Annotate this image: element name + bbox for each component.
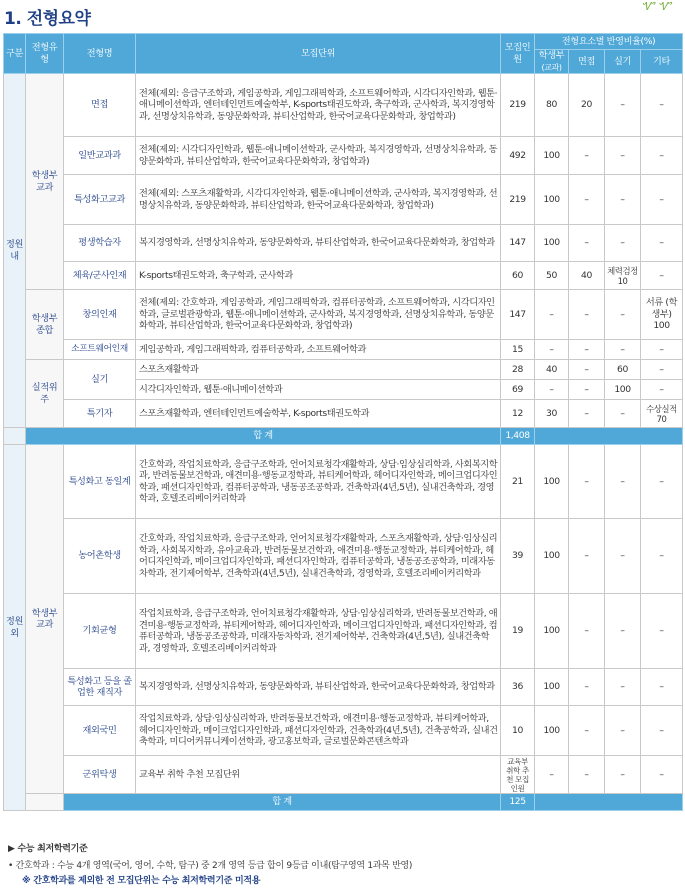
header-name: 전형명 (64, 34, 136, 74)
table-row: 소프트웨어인재 게임공학과, 게임그래픽학과, 컴퓨터공학과, 소프트웨어학과 15 – – – – (4, 340, 683, 360)
total-value: 1,408 (501, 428, 535, 445)
header-record: 학생부 (교과) (535, 50, 569, 74)
group-label: 학생부교과 (26, 74, 64, 290)
group-label: 학생부종합 (26, 290, 64, 360)
total-label: 합 계 (26, 428, 501, 445)
header-other: 기타 (641, 50, 683, 74)
group-label: 학생부교과 (26, 445, 64, 794)
table-row: 정원내 학생부교과 면접 전체(제외: 응급구조학과, 게임공학과, 게임그래픽학과, 소프트웨어학과, 시각디자인학과, 웹툰·애니메이션학과, 엔터테인먼트예술학부, K-sports태권도학과, 축구학과, 군사학과, 복지경영학과, 선명상치유학과, 동양문화학과, 뷰티산업학과, 한국어교육다문화학과, 창업학과) 219 80 20 – – (4, 74, 683, 137)
footer-heading: ▶ 수능 최저학력기준 (8, 844, 88, 854)
table-row: 특기자 스포츠재활학과, 엔터테인먼트예술학부, K-sports태권도학과 12 30 – – 수상실적 70 (4, 400, 683, 428)
decoration-mark: Ꮙ Ꮙ (641, 0, 671, 13)
table-row: 특성화고교과 전체(제외: 스포츠재활학과, 시각디자인학과, 웹툰·애니메이션학과, 군사학과, 복지경영학과, 선명상치유학과, 동양문화학과, 뷰티산업학과, 한국어교육다문화학과, 창업학과) 219 100 – – – (4, 175, 683, 225)
table-row: 실적위주 실기 스포츠재활학과 28 40 – 60 – (4, 360, 683, 380)
section-label: 정원내 (4, 74, 26, 428)
header-gubun: 구분 (4, 34, 26, 74)
total-row (4, 794, 683, 811)
table-row: 군위탁생 교육부 취학 추천 모집단위 교육부 취학 추천 모집인원 – – – – (4, 756, 683, 794)
header-type: 전형유형 (26, 34, 64, 74)
table-row: 평생학습자 복지경영학과, 선명상치유학과, 동양문화학과, 뷰티산업학과, 한국어교육다문화학과, 창업학과 147 100 – – – (4, 225, 683, 262)
group-label: 실적위주 (26, 360, 64, 428)
table-row: 기회균형 작업치료학과, 응급구조학과, 언어치료청각재활학과, 상담·임상심리학과, 반려동물보건학과, 애견미용·행동교정학과, 뷰티케어학과, 헤어디자인학과, 메이크업디자인학과, 패션디자인학과, 컴퓨터공학과, 냉동공조공학과, 미래자동차학과, 전기제어학부, 건축학과(4년,5년), 실내건축학과, 경영학과, 호텔조리베이커리학과 19 100 – – – (4, 594, 683, 669)
header-practical: 실기 (605, 50, 641, 74)
table-row: 농어촌학생 간호학과, 작업치료학과, 응급구조학과, 언어치료청각재활학과, 스포츠재활학과, 상담·임상심리학과, 사회복지학과, 유아교육과, 반려동물보건학과, 애견미용·행동교정학과, 뷰티케어학과, 헤어디자인학과, 메이크업디자인학과, 패션디자인학과, 컴퓨터공학과, 냉동공조공학과, 미래자동차학과, 전기제어학부, 건축학과(4년,5년), 실내건축학과, 경영학과, 호텔조리베이커리학과 39 100 – – – (4, 519, 683, 594)
table-row: 일반교과과 전체(제외: 시각디자인학과, 웹툰·애니메이션학과, 군사학과, 복지경영학과, 선명상치유학과, 동양문화학과, 뷰티산업학과, 한국어교육다문화학과, 창업학과) 492 100 – – – (4, 137, 683, 175)
page-title: 1. 전형요약 (4, 9, 91, 29)
table-row: 시각디자인학과, 웹툰·애니메이션학과 69 – – 100 – (4, 380, 683, 400)
section-label: 정원외 (4, 445, 26, 811)
admission-summary-table (3, 33, 683, 811)
table-row: 재외국민 작업치료학과, 상담·임상심리학과, 반려동물보건학과, 애견미용·행동교정학과, 뷰티케어학과, 헤어디자인학과, 메이크업디자인학과, 패션디자인학과, 건축학과(4년,5년), 건축공학과, 실내건축학과, 미디어커뮤니케이션학과, 광고홍보학과, 글로벌문화콘텐츠학과 10 100 – – – (4, 706, 683, 756)
total-row (4, 428, 683, 445)
header-quota: 모집인원 (501, 34, 535, 74)
header-ratio: 전형요소별 반영비율(%) (535, 34, 683, 50)
header-interview: 면접 (569, 50, 605, 74)
total-value: 125 (501, 794, 535, 811)
table-row: 학생부종합 창의인재 전체(제외: 간호학과, 게임공학과, 게임그래픽학과, 컴퓨터공학과, 소프트웨어학과, 시각디자인학과, 글로벌관광학과, 웹툰·애니메이션학과, 군사학과, 복지경영학과, 선명상치유학과, 동양문화학과, 뷰티산업학과, 한국어교육다문화학과, 창업학과) 147 – – – 서류 (학생부) 100 (4, 290, 683, 340)
table-row: 특성화고 등을 졸업한 재직자 복지경영학과, 선명상치유학과, 동양문화학과, 뷰티산업학과, 한국어교육다문화학과, 창업학과 36 100 – – – (4, 669, 683, 706)
total-label: 합 계 (64, 794, 501, 811)
table-row: 체육/군사인재 K-sports태권도학과, 축구학과, 군사학과 60 50 40 체력검정 10 – (4, 262, 683, 290)
table-row: 정원외 학생부교과 특성화고 동일계 간호학과, 작업치료학과, 응급구조학과, 언어치료청각재활학과, 상담·임상심리학과, 사회복지학과, 반려동물보건학과, 애견미용·행동교정학과, 뷰티케어학과, 헤어디자인학과, 메이크업디자인학과, 패션디자인학과, 컴퓨터공학과, 냉동공조공학과, 건축학과(4년,5년), 실내건축학과, 경영학과, 호텔조리베이커리학과 21 100 – – – (4, 445, 683, 519)
header-units: 모집단위 (136, 34, 501, 74)
footer-note: ※ 간호학과를 제외한 전 모집단위는 수능 최저학력기준 미적용 (22, 876, 261, 886)
footer-line1: • 간호학과 : 수능 4개 영역(국어, 영어, 수학, 탐구) 중 2개 영역 등급 합이 9등급 이내(탐구영역 1과목 반영) (8, 861, 413, 871)
